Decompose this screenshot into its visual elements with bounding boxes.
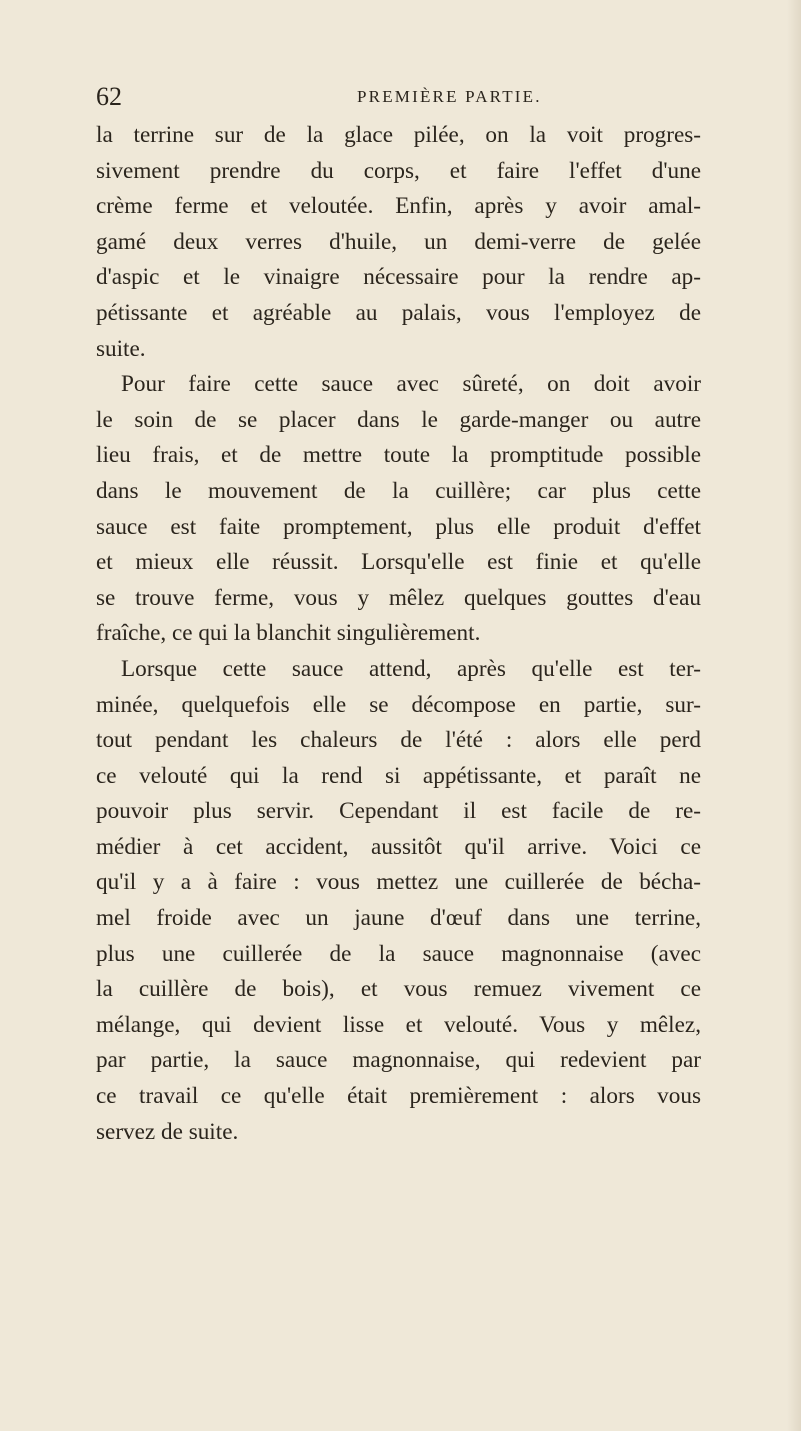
text-line: sivement prendre du corps, et faire l'effet d'une <box>96 157 701 184</box>
text-line: servez de suite. <box>96 1118 239 1145</box>
text-line: ce velouté qui la rend si appétissante, et paraît ne <box>96 762 701 789</box>
paragraph-start-line: Lorsque cette sauce attend, après qu'elle est ter- <box>121 655 701 682</box>
page-number: 62 <box>96 82 122 111</box>
text-line: et mieux elle réussit. Lorsqu'elle est finie et qu'elle <box>96 549 701 576</box>
text-line: la terrine sur de la glace pilée, on la voit progres- <box>96 122 701 148</box>
text-line: sauce est faite promptement, plus elle produit d'effet <box>96 513 701 540</box>
text-line: suite. <box>96 335 146 362</box>
text-line: par partie, la sauce magnonnaise, qui redevient par <box>96 1047 701 1074</box>
text-line: ce travail ce qu'elle était premièrement : alors vous <box>96 1083 701 1110</box>
text-line: fraîche, ce qui la blanchit singulièrement. <box>96 620 481 647</box>
text-line: pétissante et agréable au palais, vous l'employez de <box>96 299 701 326</box>
text-line: gamé deux verres d'huile, un demi-verre de gelée <box>96 228 701 255</box>
page-header <box>0 82 801 114</box>
paragraph-start-line: Pour faire cette sauce avec sûreté, on doit avoir <box>121 371 701 398</box>
text-line: médier à cet accident, aussitôt qu'il arrive. Voici ce <box>96 833 701 860</box>
body-text <box>96 118 701 1150</box>
text-line: minée, quelquefois elle se décompose en partie, sur- <box>96 691 701 718</box>
text-line: mel froide avec un jaune d'œuf dans une terrine, <box>96 905 701 932</box>
text-line: le soin de se placer dans le garde-manger ou autre <box>96 406 701 433</box>
text-line: tout pendant les chaleurs de l'été : alors elle perd <box>96 727 701 754</box>
text-line: lieu frais, et de mettre toute la promptitude possible <box>96 442 701 469</box>
text-line: se trouve ferme, vous y mêlez quelques gouttes d'eau <box>96 584 701 611</box>
text-line: qu'il y a à faire : vous mettez une cuillerée de bécha- <box>96 869 701 896</box>
text-line: dans le mouvement de la cuillère; car plus cette <box>96 477 701 504</box>
text-line: la cuillère de bois), et vous remuez vivement ce <box>96 976 701 1003</box>
text-line: pouvoir plus servir. Cependant il est facile de re- <box>96 798 701 825</box>
text-line: plus une cuillerée de la sauce magnonnaise (avec <box>96 940 701 967</box>
running-head: PREMIÈRE PARTIE. <box>357 87 542 106</box>
text-line: mélange, qui devient lisse et velouté. Vous y mêlez, <box>96 1011 701 1038</box>
text-line: crème ferme et veloutée. Enfin, après y avoir amal- <box>96 193 701 220</box>
page-edge-shadow <box>787 0 801 1431</box>
text-line: d'aspic et le vinaigre nécessaire pour la rendre ap- <box>96 264 701 291</box>
